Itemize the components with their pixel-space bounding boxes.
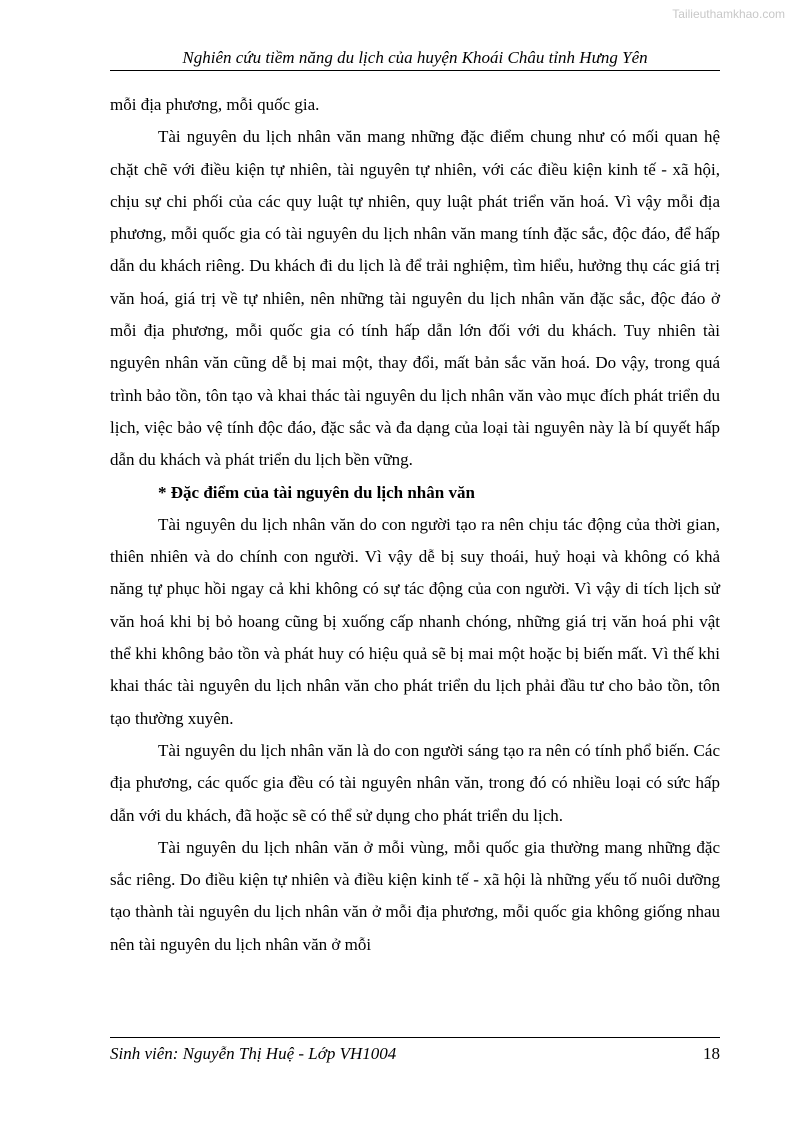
- footer-author: Sinh viên: Nguyễn Thị Huệ - Lớp VH1004: [110, 1044, 397, 1063]
- paragraph-3: Tài nguyên du lịch nhân văn là do con người sáng tạo ra nên có tính phổ biến. Các địa phương, các quốc gia đều có tài nguyên nhân văn, trong đó có nhiều loại có sức hấp dẫn với du khách, đã hoặc sẽ có thể sử dụng cho phát triển du lịch.: [110, 740, 720, 825]
- page-number: 18: [703, 1044, 720, 1063]
- paragraph-1: Tài nguyên du lịch nhân văn mang những đặc điểm chung như có mối quan hệ chặt chẽ với điều kiện tự nhiên, tài nguyên tự nhiên, với các điều kiện kinh tế - xã hội, chịu sự chi phối của các quy luật tự nhiên, quy luật phát triển văn hoá. Vì vậy mỗi địa phương, mỗi quốc gia có tài nguyên du lịch nhân văn mang tính đặc sắc, độc đáo, để hấp dẫn du khách riêng. Du khách đi du lịch là để trải nghiệm, tìm hiểu, hưởng thụ các giá trị văn hoá, giá trị về tự nhiên, nên những tài nguyên du lịch nhân văn đặc sắc, độc đáo ở mỗi địa phương, mỗi quốc gia có tính hấp dẫn lớn đối với du khách. Tuy nhiên tài nguyên nhân văn cũng dễ bị mai một, thay đổi, mất bản sắc văn hoá. Do vậy, trong quá trình bảo tồn, tôn tạo và khai thác tài nguyên du lịch nhân văn vào mục đích phát triển du lịch, việc bảo vệ tính độc đáo, đặc sắc và đa dạng của loại tài nguyên này là bí quyết hấp dẫn du khách và phát triển du lịch bền vững.: [110, 127, 720, 470]
- paragraph-continuation: mỗi địa phương, mỗi quốc gia.: [110, 95, 320, 114]
- footer-rule: [110, 1037, 720, 1038]
- paragraph-2: Tài nguyên du lịch nhân văn do con người tạo ra nên chịu tác động của thời gian, thiên nhiên và do chính con người. Vì vậy dễ bị suy thoái, huỷ hoại và không có khả năng tự phục hồi ngay cả khi không có sự tác động của con người. Vì vậy di tích lịch sử văn hoá khi bị bỏ hoang cũng bị xuống cấp nhanh chóng, những giá trị văn hoá phi vật thể khi không bảo tồn và phát huy có hiệu quả sẽ bị mai một hoặc bị biến mất. Vì thế khi khai thác tài nguyên du lịch nhân văn cho phát triển du lịch phải đầu tư cho bảo tồn, tôn tạo thường xuyên.: [110, 514, 720, 728]
- header-rule: [110, 70, 720, 71]
- document-body: [110, 89, 720, 961]
- paragraph-4: Tài nguyên du lịch nhân văn ở mỗi vùng, mỗi quốc gia thường mang những đặc sắc riêng. Do điều kiện tự nhiên và điều kiện kinh tế - xã hội là những yếu tố nuôi dưỡng tạo thành tài nguyên du lịch nhân văn ở mỗi địa phương, mỗi quốc gia không giống nhau nên tài nguyên du lịch nhân văn ở mỗi: [110, 837, 720, 954]
- watermark-text: Tailieuthamkhao.com: [672, 7, 785, 21]
- section-heading: * Đặc điểm của tài nguyên du lịch nhân văn: [158, 482, 475, 502]
- page-header-title: Nghiên cứu tiềm năng du lịch của huyện Khoái Châu tỉnh Hưng Yên: [182, 48, 648, 67]
